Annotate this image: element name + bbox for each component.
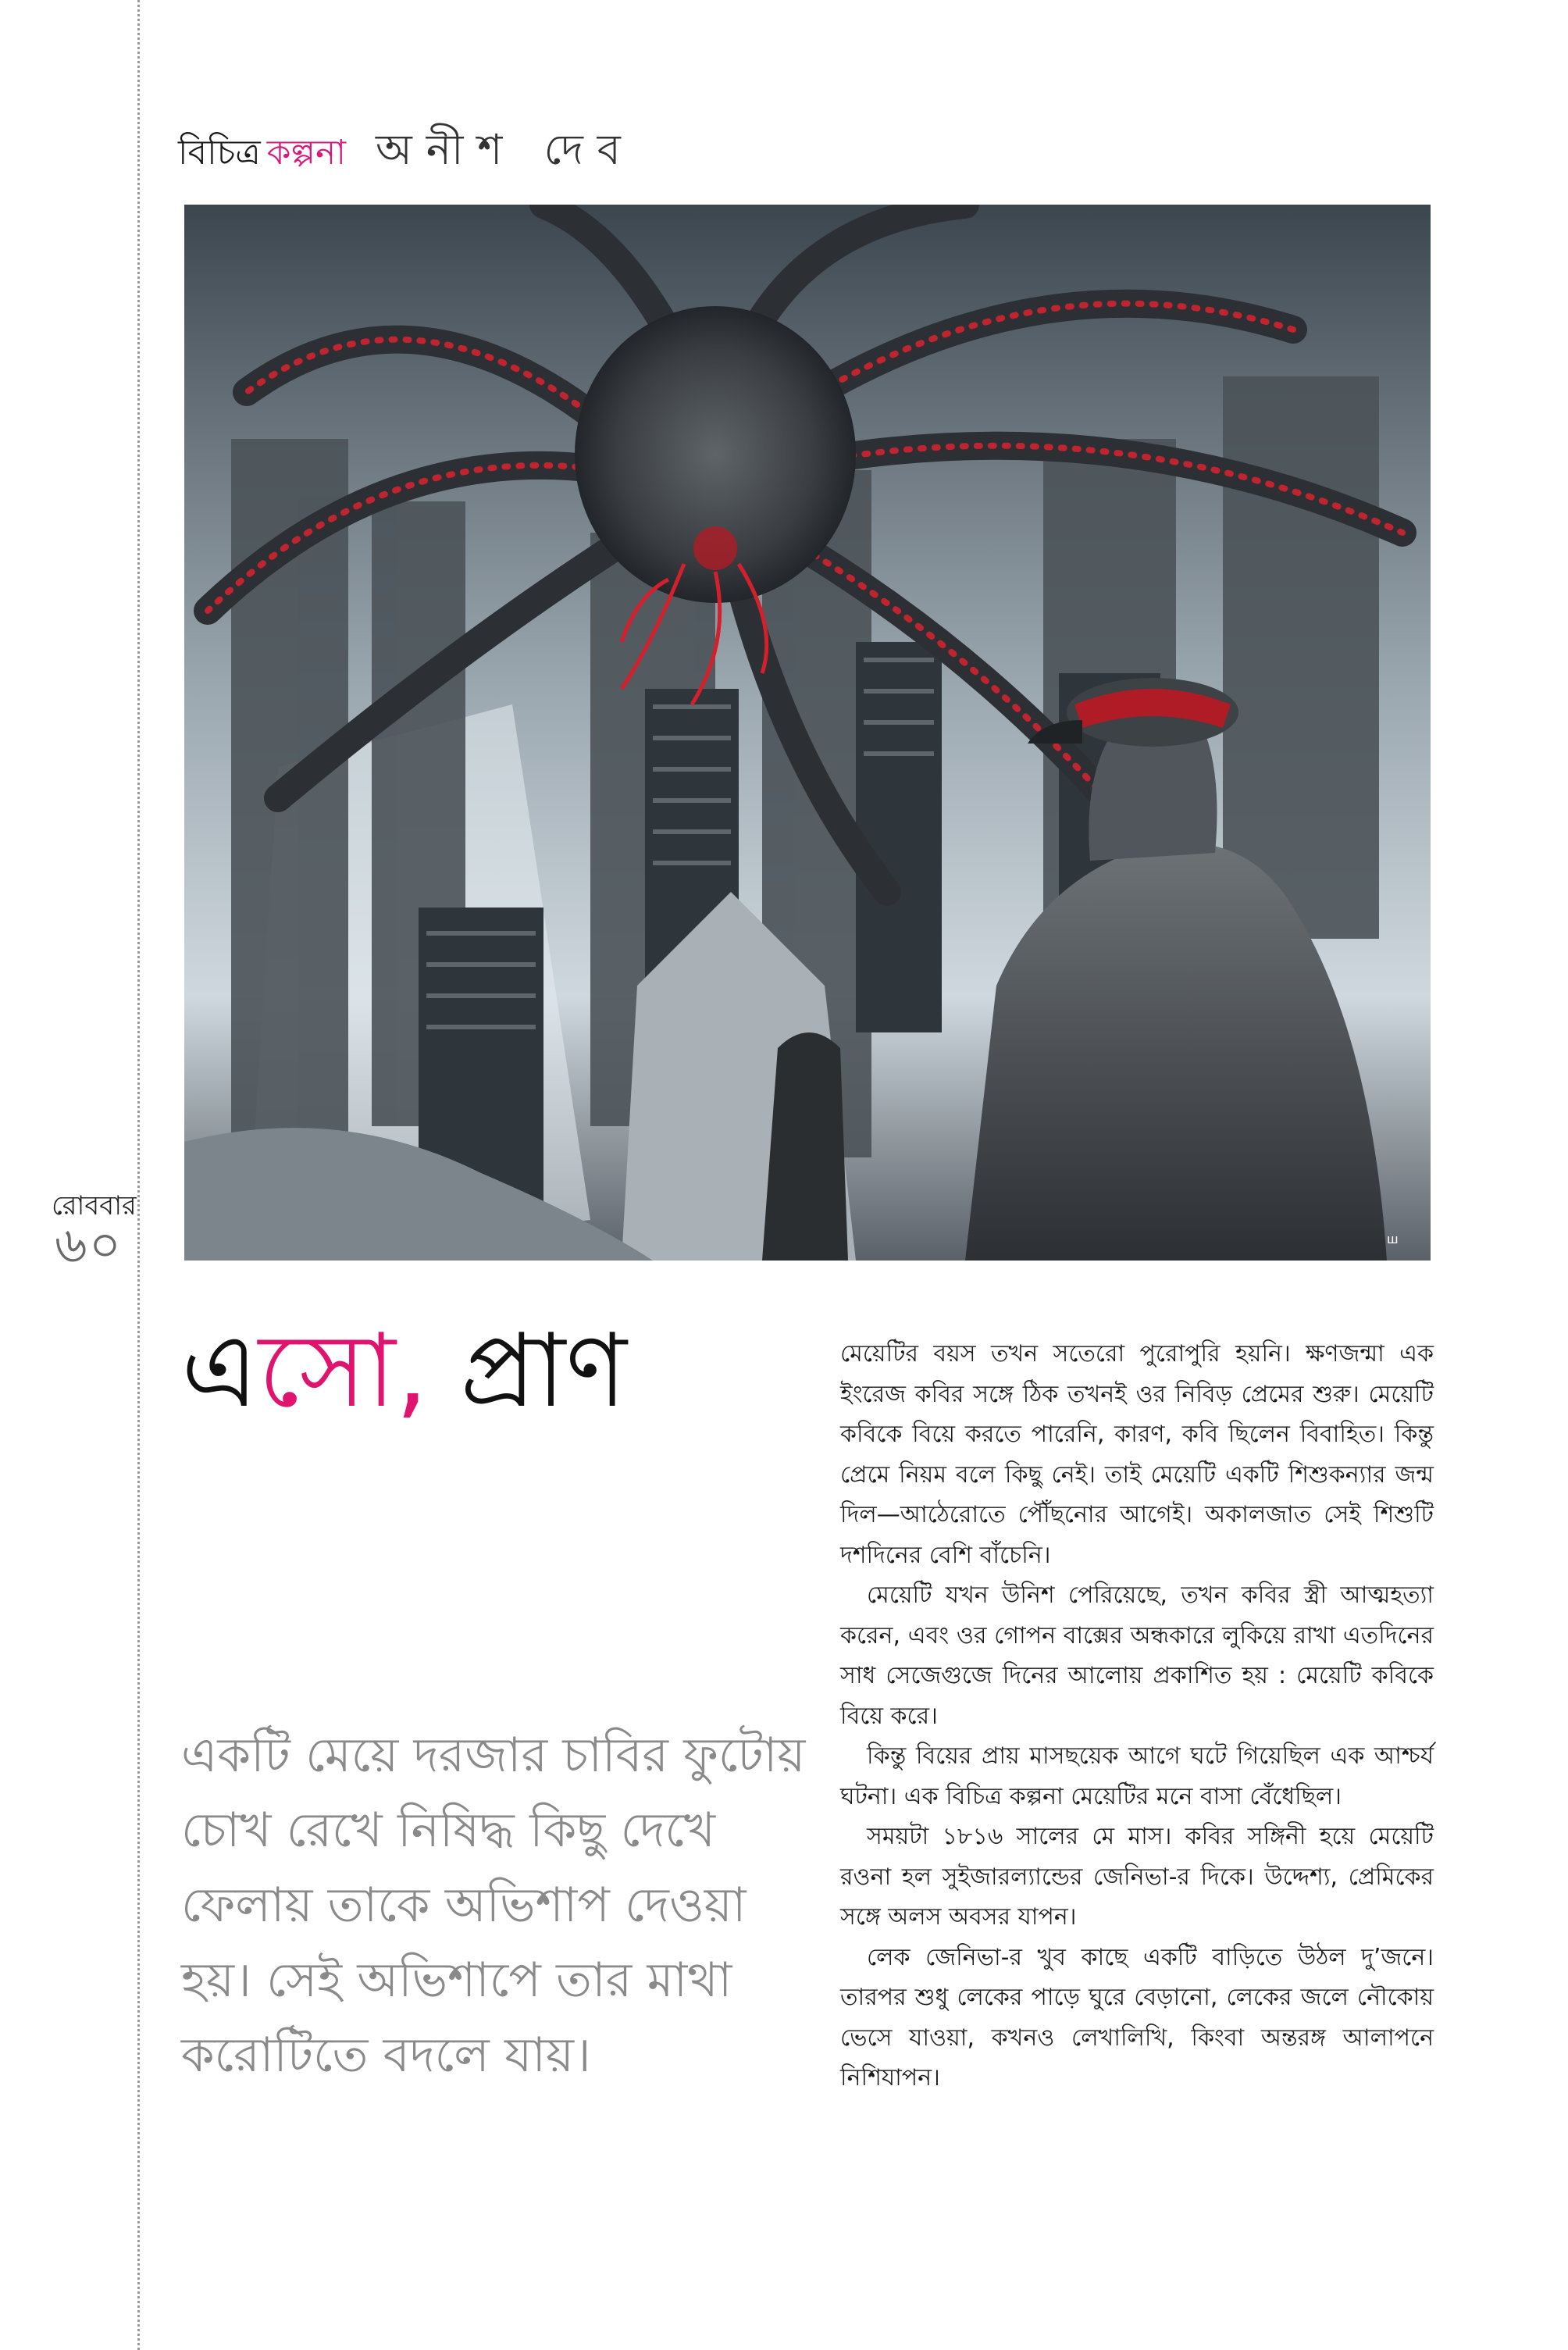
page-header <box>178 117 635 180</box>
body-paragraph: লেক জেনিভা-র খুব কাছে একটি বাড়িতে উঠল দু’জনে। তারপর শুধু লেকের পাড়ে ঘুরে বেড়ানো, লেকের জলে নৌকোয় ভেসে যাওয়া, কখনও লেখালিখি, কিংবা অন্তরঙ্গ আলাপনে নিশিযাপন। <box>840 1943 1434 2091</box>
body-paragraph: মেয়েটি যখন উনিশ পেরিয়েছে, তখন কবির স্ত্রী আত্মহত্যা করেন, এবং ওর গোপন বাক্সের অন্ধকারে লুকিয়ে রাখা এতদিনের সাধ সেজেগুজে দিনের আলোয় প্রকাশিত হয় : মেয়েটি কবিকে বিয়ে করে। <box>840 1582 1434 1730</box>
story-title-part1: এ <box>181 1311 258 1430</box>
body-paragraph: সময়টা ১৮১৬ সালের মে মাস। কবির সঙ্গিনী হয়ে মেয়েটি রওনা হল সুইজারল্যান্ডের জেনিভা-র দিকে। উদ্দেশ্য, প্রেমিকের সঙ্গে অলস অবসর যাপন। <box>840 1823 1434 1931</box>
series-title-part1: বিচিত্র <box>178 133 261 173</box>
illustration-watermark: ш <box>1387 1232 1399 1246</box>
page-number: ৬০ <box>55 1217 123 1275</box>
story-title-part3: প্রাণ <box>428 1311 627 1430</box>
story-title <box>181 1311 627 1476</box>
series-title-part2: কল্পনা <box>266 133 346 173</box>
story-blurb <box>181 1718 806 2093</box>
body-paragraph: কিন্তু বিয়ের প্রায় মাসছয়েক আগে ঘটে গিয়েছিল এক আশ্চর্য ঘটনা। এক বিচিত্র কল্পনা মেয়েটির মনে বাসা বেঁধেছিল। <box>840 1742 1434 1810</box>
body-paragraph: মেয়েটির বয়স তখন সতেরো পুরোপুরি হয়নি। ক্ষণজন্মা এক ইংরেজ কবির সঙ্গে ঠিক তখনই ওর নিবিড় প্রেমের শুরু। মেয়েটি কবিকে বিয়ে করতে পারেনি, কারণ, কবি ছিলেন বিবাহিত। কিন্তু প্রেমে নিয়ম বলে কিছু নেই। তাই মেয়েটি একটি শিশুকন্যার জন্ম দিল—আঠেরোতে পৌঁছনোর আগেই। অকালজাত সেই শিশুটি দশদিনের বেশি বাঁচেনি। <box>840 1340 1434 1569</box>
story-illustration <box>184 205 1431 1261</box>
page-margin-dotted-line <box>137 0 140 2350</box>
author-name: অনীশ দেব <box>375 125 635 174</box>
story-title-part2: সো, <box>258 1311 429 1430</box>
blurb-text: একটি মেয়ে দরজার চাবির ফুটোয় চোখ রেখে নিষিদ্ধ কিছু দেখে ফেলায় তাকে অভিশাপ দেওয়া হয়। সেই অভিশাপে তার মাথা করোটিতে বদলে যায়। <box>181 1728 806 2083</box>
story-body <box>840 1334 1434 2099</box>
magazine-name: রোববার <box>52 1190 137 1221</box>
giant-spider-creature-illustration <box>184 205 1431 1261</box>
